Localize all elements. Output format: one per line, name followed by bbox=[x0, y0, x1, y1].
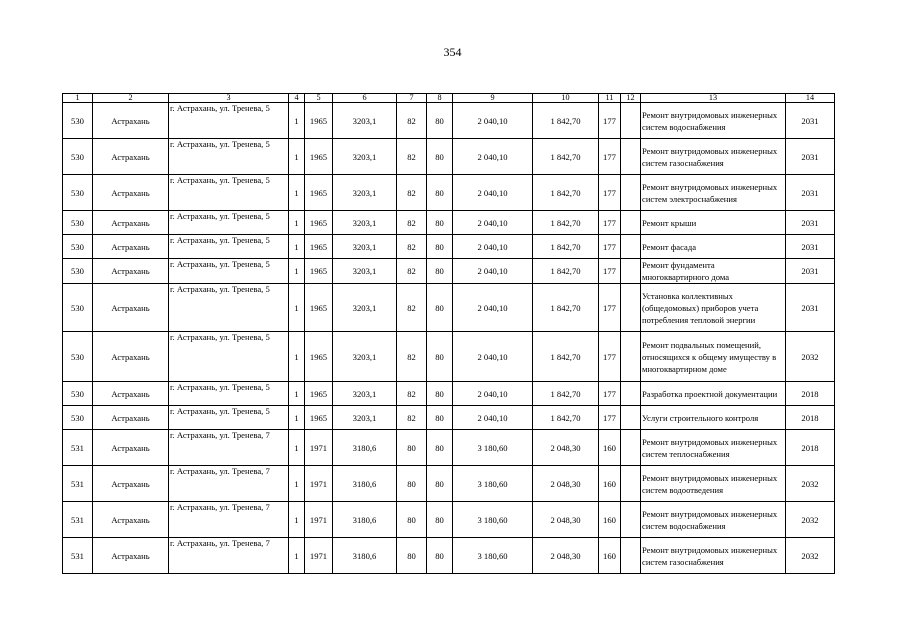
year-built-cell: 1965 bbox=[305, 259, 333, 284]
col-8-value-cell: 80 bbox=[427, 466, 453, 502]
year-built-cell: 1965 bbox=[305, 382, 333, 406]
col-11-value-cell: 177 bbox=[599, 175, 621, 211]
table-row bbox=[63, 175, 835, 211]
column-number-row bbox=[63, 94, 835, 103]
year-built-cell: 1971 bbox=[305, 502, 333, 538]
address-cell: г. Астрахань, ул. Тренева, 5 bbox=[169, 259, 289, 284]
building-count-cell: 1 bbox=[289, 502, 305, 538]
col-7-value-cell: 80 bbox=[397, 538, 427, 574]
address-cell: г. Астрахань, ул. Тренева, 5 bbox=[169, 175, 289, 211]
col-11-value-cell: 177 bbox=[599, 139, 621, 175]
total-area-cell: 3203,1 bbox=[333, 235, 397, 259]
col-10-value-cell: 2 048,30 bbox=[533, 430, 599, 466]
col-10-value-cell: 1 842,70 bbox=[533, 139, 599, 175]
col-10-value-cell: 1 842,70 bbox=[533, 284, 599, 332]
col-9-value-cell: 3 180,60 bbox=[453, 538, 533, 574]
table-row bbox=[63, 466, 835, 502]
total-area-cell: 3203,1 bbox=[333, 332, 397, 382]
col-10-value-cell: 2 048,30 bbox=[533, 466, 599, 502]
header-cell: 13 bbox=[641, 94, 786, 103]
col-7-value-cell: 82 bbox=[397, 382, 427, 406]
planned-year-cell: 2031 bbox=[786, 175, 835, 211]
building-count-cell: 1 bbox=[289, 382, 305, 406]
col-8-value-cell: 80 bbox=[427, 284, 453, 332]
col-12-value-cell bbox=[621, 406, 641, 430]
address-cell: г. Астрахань, ул. Тренева, 5 bbox=[169, 211, 289, 235]
city-cell: Астрахань bbox=[93, 332, 169, 382]
page-number: 354 bbox=[443, 45, 462, 59]
col-11-value-cell: 177 bbox=[599, 259, 621, 284]
building-count-cell: 1 bbox=[289, 211, 305, 235]
planned-year-cell: 2032 bbox=[786, 332, 835, 382]
city-cell: Астрахань bbox=[93, 235, 169, 259]
object-id-cell: 530 bbox=[63, 139, 93, 175]
city-cell: Астрахань bbox=[93, 406, 169, 430]
header-cell: 6 bbox=[333, 94, 397, 103]
col-11-value-cell: 177 bbox=[599, 382, 621, 406]
col-11-value-cell: 160 bbox=[599, 466, 621, 502]
address-cell: г. Астрахань, ул. Тренева, 5 bbox=[169, 382, 289, 406]
city-cell: Астрахань bbox=[93, 284, 169, 332]
total-area-cell: 3203,1 bbox=[333, 175, 397, 211]
table-body bbox=[63, 94, 835, 574]
work-type-cell: Ремонт внутридомовых инженерных систем газоснабжения bbox=[641, 538, 786, 574]
object-id-cell: 530 bbox=[63, 332, 93, 382]
col-8-value-cell: 80 bbox=[427, 175, 453, 211]
col-8-value-cell: 80 bbox=[427, 103, 453, 139]
table-row bbox=[63, 332, 835, 382]
header-cell: 8 bbox=[427, 94, 453, 103]
work-type-cell: Ремонт внутридомовых инженерных систем электроснабжения bbox=[641, 175, 786, 211]
work-type-cell: Ремонт внутридомовых инженерных систем теплоснабжения bbox=[641, 430, 786, 466]
col-12-value-cell bbox=[621, 259, 641, 284]
col-7-value-cell: 80 bbox=[397, 430, 427, 466]
planned-year-cell: 2031 bbox=[786, 235, 835, 259]
address-cell: г. Астрахань, ул. Тренева, 7 bbox=[169, 466, 289, 502]
col-9-value-cell: 2 040,10 bbox=[453, 103, 533, 139]
col-8-value-cell: 80 bbox=[427, 332, 453, 382]
col-10-value-cell: 1 842,70 bbox=[533, 175, 599, 211]
building-count-cell: 1 bbox=[289, 259, 305, 284]
col-11-value-cell: 177 bbox=[599, 332, 621, 382]
building-count-cell: 1 bbox=[289, 284, 305, 332]
col-7-value-cell: 82 bbox=[397, 259, 427, 284]
col-7-value-cell: 80 bbox=[397, 466, 427, 502]
col-7-value-cell: 82 bbox=[397, 139, 427, 175]
col-12-value-cell bbox=[621, 332, 641, 382]
year-built-cell: 1965 bbox=[305, 406, 333, 430]
address-cell: г. Астрахань, ул. Тренева, 5 bbox=[169, 332, 289, 382]
planned-year-cell: 2032 bbox=[786, 502, 835, 538]
col-7-value-cell: 82 bbox=[397, 211, 427, 235]
year-built-cell: 1965 bbox=[305, 284, 333, 332]
header-cell: 9 bbox=[453, 94, 533, 103]
city-cell: Астрахань bbox=[93, 259, 169, 284]
work-type-cell: Ремонт фундамента многоквартирного дома bbox=[641, 259, 786, 284]
object-id-cell: 530 bbox=[63, 259, 93, 284]
col-10-value-cell: 1 842,70 bbox=[533, 382, 599, 406]
col-10-value-cell: 2 048,30 bbox=[533, 538, 599, 574]
building-count-cell: 1 bbox=[289, 175, 305, 211]
object-id-cell: 530 bbox=[63, 103, 93, 139]
col-9-value-cell: 2 040,10 bbox=[453, 235, 533, 259]
city-cell: Астрахань bbox=[93, 175, 169, 211]
object-id-cell: 530 bbox=[63, 235, 93, 259]
work-type-cell: Ремонт внутридомовых инженерных систем водоснабжения bbox=[641, 502, 786, 538]
total-area-cell: 3203,1 bbox=[333, 284, 397, 332]
table-row bbox=[63, 406, 835, 430]
header-cell: 12 bbox=[621, 94, 641, 103]
building-count-cell: 1 bbox=[289, 332, 305, 382]
col-11-value-cell: 160 bbox=[599, 430, 621, 466]
object-id-cell: 530 bbox=[63, 211, 93, 235]
planned-year-cell: 2031 bbox=[786, 259, 835, 284]
col-11-value-cell: 177 bbox=[599, 103, 621, 139]
total-area-cell: 3203,1 bbox=[333, 406, 397, 430]
col-12-value-cell bbox=[621, 211, 641, 235]
col-9-value-cell: 2 040,10 bbox=[453, 284, 533, 332]
city-cell: Астрахань bbox=[93, 430, 169, 466]
col-11-value-cell: 177 bbox=[599, 406, 621, 430]
table-row bbox=[63, 284, 835, 332]
header-cell: 2 bbox=[93, 94, 169, 103]
col-8-value-cell: 80 bbox=[427, 430, 453, 466]
building-count-cell: 1 bbox=[289, 430, 305, 466]
year-built-cell: 1971 bbox=[305, 430, 333, 466]
col-8-value-cell: 80 bbox=[427, 538, 453, 574]
col-10-value-cell: 1 842,70 bbox=[533, 406, 599, 430]
col-7-value-cell: 82 bbox=[397, 406, 427, 430]
planned-year-cell: 2031 bbox=[786, 284, 835, 332]
year-built-cell: 1965 bbox=[305, 211, 333, 235]
city-cell: Астрахань bbox=[93, 103, 169, 139]
col-9-value-cell: 2 040,10 bbox=[453, 211, 533, 235]
total-area-cell: 3203,1 bbox=[333, 139, 397, 175]
city-cell: Астрахань bbox=[93, 211, 169, 235]
total-area-cell: 3180,6 bbox=[333, 430, 397, 466]
header-cell: 10 bbox=[533, 94, 599, 103]
work-type-cell: Разработка проектной документации bbox=[641, 382, 786, 406]
header-cell: 5 bbox=[305, 94, 333, 103]
work-type-cell: Ремонт внутридомовых инженерных систем газоснабжения bbox=[641, 139, 786, 175]
address-cell: г. Астрахань, ул. Тренева, 7 bbox=[169, 538, 289, 574]
work-type-cell: Установка коллективных (общедомовых) приборов учета потребления тепловой энергии bbox=[641, 284, 786, 332]
work-type-cell: Ремонт подвальных помещений, относящихся к общему имуществу в многоквартирном доме bbox=[641, 332, 786, 382]
header-cell: 14 bbox=[786, 94, 835, 103]
col-8-value-cell: 80 bbox=[427, 235, 453, 259]
address-cell: г. Астрахань, ул. Тренева, 7 bbox=[169, 502, 289, 538]
address-cell: г. Астрахань, ул. Тренева, 7 bbox=[169, 430, 289, 466]
building-count-cell: 1 bbox=[289, 406, 305, 430]
work-type-cell: Ремонт фасада bbox=[641, 235, 786, 259]
building-count-cell: 1 bbox=[289, 538, 305, 574]
table-row bbox=[63, 382, 835, 406]
table-row bbox=[63, 430, 835, 466]
table-row bbox=[63, 538, 835, 574]
col-7-value-cell: 82 bbox=[397, 332, 427, 382]
work-type-cell: Ремонт внутридомовых инженерных систем водоснабжения bbox=[641, 103, 786, 139]
col-11-value-cell: 177 bbox=[599, 284, 621, 332]
col-7-value-cell: 80 bbox=[397, 502, 427, 538]
col-8-value-cell: 80 bbox=[427, 406, 453, 430]
object-id-cell: 531 bbox=[63, 502, 93, 538]
total-area-cell: 3203,1 bbox=[333, 382, 397, 406]
table-row bbox=[63, 235, 835, 259]
planned-year-cell: 2031 bbox=[786, 139, 835, 175]
planned-year-cell: 2018 bbox=[786, 406, 835, 430]
col-11-value-cell: 160 bbox=[599, 538, 621, 574]
planned-year-cell: 2031 bbox=[786, 211, 835, 235]
object-id-cell: 530 bbox=[63, 175, 93, 211]
city-cell: Астрахань bbox=[93, 382, 169, 406]
col-12-value-cell bbox=[621, 430, 641, 466]
col-10-value-cell: 1 842,70 bbox=[533, 103, 599, 139]
work-type-cell: Ремонт крыши bbox=[641, 211, 786, 235]
col-12-value-cell bbox=[621, 139, 641, 175]
total-area-cell: 3180,6 bbox=[333, 466, 397, 502]
total-area-cell: 3180,6 bbox=[333, 502, 397, 538]
address-cell: г. Астрахань, ул. Тренева, 5 bbox=[169, 406, 289, 430]
building-count-cell: 1 bbox=[289, 139, 305, 175]
table-row bbox=[63, 211, 835, 235]
address-cell: г. Астрахань, ул. Тренева, 5 bbox=[169, 284, 289, 332]
year-built-cell: 1971 bbox=[305, 538, 333, 574]
col-9-value-cell: 2 040,10 bbox=[453, 332, 533, 382]
total-area-cell: 3203,1 bbox=[333, 259, 397, 284]
year-built-cell: 1965 bbox=[305, 332, 333, 382]
planned-year-cell: 2031 bbox=[786, 103, 835, 139]
header-cell: 11 bbox=[599, 94, 621, 103]
planned-year-cell: 2018 bbox=[786, 382, 835, 406]
col-12-value-cell bbox=[621, 502, 641, 538]
col-10-value-cell: 1 842,70 bbox=[533, 259, 599, 284]
object-id-cell: 530 bbox=[63, 382, 93, 406]
header-cell: 7 bbox=[397, 94, 427, 103]
building-count-cell: 1 bbox=[289, 466, 305, 502]
year-built-cell: 1965 bbox=[305, 103, 333, 139]
header-cell: 1 bbox=[63, 94, 93, 103]
planned-year-cell: 2032 bbox=[786, 538, 835, 574]
col-12-value-cell bbox=[621, 103, 641, 139]
table-row bbox=[63, 502, 835, 538]
col-11-value-cell: 177 bbox=[599, 211, 621, 235]
planned-year-cell: 2032 bbox=[786, 466, 835, 502]
address-cell: г. Астрахань, ул. Тренева, 5 bbox=[169, 235, 289, 259]
planned-year-cell: 2018 bbox=[786, 430, 835, 466]
col-9-value-cell: 2 040,10 bbox=[453, 175, 533, 211]
col-9-value-cell: 2 040,10 bbox=[453, 259, 533, 284]
year-built-cell: 1965 bbox=[305, 235, 333, 259]
year-built-cell: 1965 bbox=[305, 175, 333, 211]
col-9-value-cell: 2 040,10 bbox=[453, 139, 533, 175]
year-built-cell: 1965 bbox=[305, 139, 333, 175]
col-10-value-cell: 2 048,30 bbox=[533, 502, 599, 538]
col-11-value-cell: 177 bbox=[599, 235, 621, 259]
building-count-cell: 1 bbox=[289, 235, 305, 259]
col-7-value-cell: 82 bbox=[397, 103, 427, 139]
col-8-value-cell: 80 bbox=[427, 259, 453, 284]
table-row bbox=[63, 139, 835, 175]
col-9-value-cell: 2 040,10 bbox=[453, 382, 533, 406]
year-built-cell: 1971 bbox=[305, 466, 333, 502]
col-8-value-cell: 80 bbox=[427, 502, 453, 538]
object-id-cell: 531 bbox=[63, 430, 93, 466]
city-cell: Астрахань bbox=[93, 502, 169, 538]
col-12-value-cell bbox=[621, 382, 641, 406]
col-7-value-cell: 82 bbox=[397, 284, 427, 332]
col-11-value-cell: 160 bbox=[599, 502, 621, 538]
col-10-value-cell: 1 842,70 bbox=[533, 235, 599, 259]
work-type-cell: Ремонт внутридомовых инженерных систем водоотведения bbox=[641, 466, 786, 502]
col-8-value-cell: 80 bbox=[427, 382, 453, 406]
col-12-value-cell bbox=[621, 466, 641, 502]
col-12-value-cell bbox=[621, 538, 641, 574]
col-9-value-cell: 3 180,60 bbox=[453, 430, 533, 466]
object-id-cell: 531 bbox=[63, 466, 93, 502]
city-cell: Астрахань bbox=[93, 139, 169, 175]
total-area-cell: 3203,1 bbox=[333, 103, 397, 139]
col-7-value-cell: 82 bbox=[397, 235, 427, 259]
address-cell: г. Астрахань, ул. Тренева, 5 bbox=[169, 103, 289, 139]
header-cell: 3 bbox=[169, 94, 289, 103]
col-12-value-cell bbox=[621, 235, 641, 259]
total-area-cell: 3203,1 bbox=[333, 211, 397, 235]
col-8-value-cell: 80 bbox=[427, 139, 453, 175]
program-table bbox=[62, 93, 835, 574]
address-cell: г. Астрахань, ул. Тренева, 5 bbox=[169, 139, 289, 175]
work-type-cell: Услуги строительного контроля bbox=[641, 406, 786, 430]
header-cell: 4 bbox=[289, 94, 305, 103]
col-9-value-cell: 3 180,60 bbox=[453, 502, 533, 538]
col-12-value-cell bbox=[621, 284, 641, 332]
col-10-value-cell: 1 842,70 bbox=[533, 211, 599, 235]
col-10-value-cell: 1 842,70 bbox=[533, 332, 599, 382]
col-12-value-cell bbox=[621, 175, 641, 211]
object-id-cell: 531 bbox=[63, 538, 93, 574]
col-8-value-cell: 80 bbox=[427, 211, 453, 235]
object-id-cell: 530 bbox=[63, 284, 93, 332]
building-count-cell: 1 bbox=[289, 103, 305, 139]
col-7-value-cell: 82 bbox=[397, 175, 427, 211]
total-area-cell: 3180,6 bbox=[333, 538, 397, 574]
col-9-value-cell: 2 040,10 bbox=[453, 406, 533, 430]
col-9-value-cell: 3 180,60 bbox=[453, 466, 533, 502]
object-id-cell: 530 bbox=[63, 406, 93, 430]
table-row bbox=[63, 259, 835, 284]
table-row bbox=[63, 103, 835, 139]
city-cell: Астрахань bbox=[93, 466, 169, 502]
city-cell: Астрахань bbox=[93, 538, 169, 574]
